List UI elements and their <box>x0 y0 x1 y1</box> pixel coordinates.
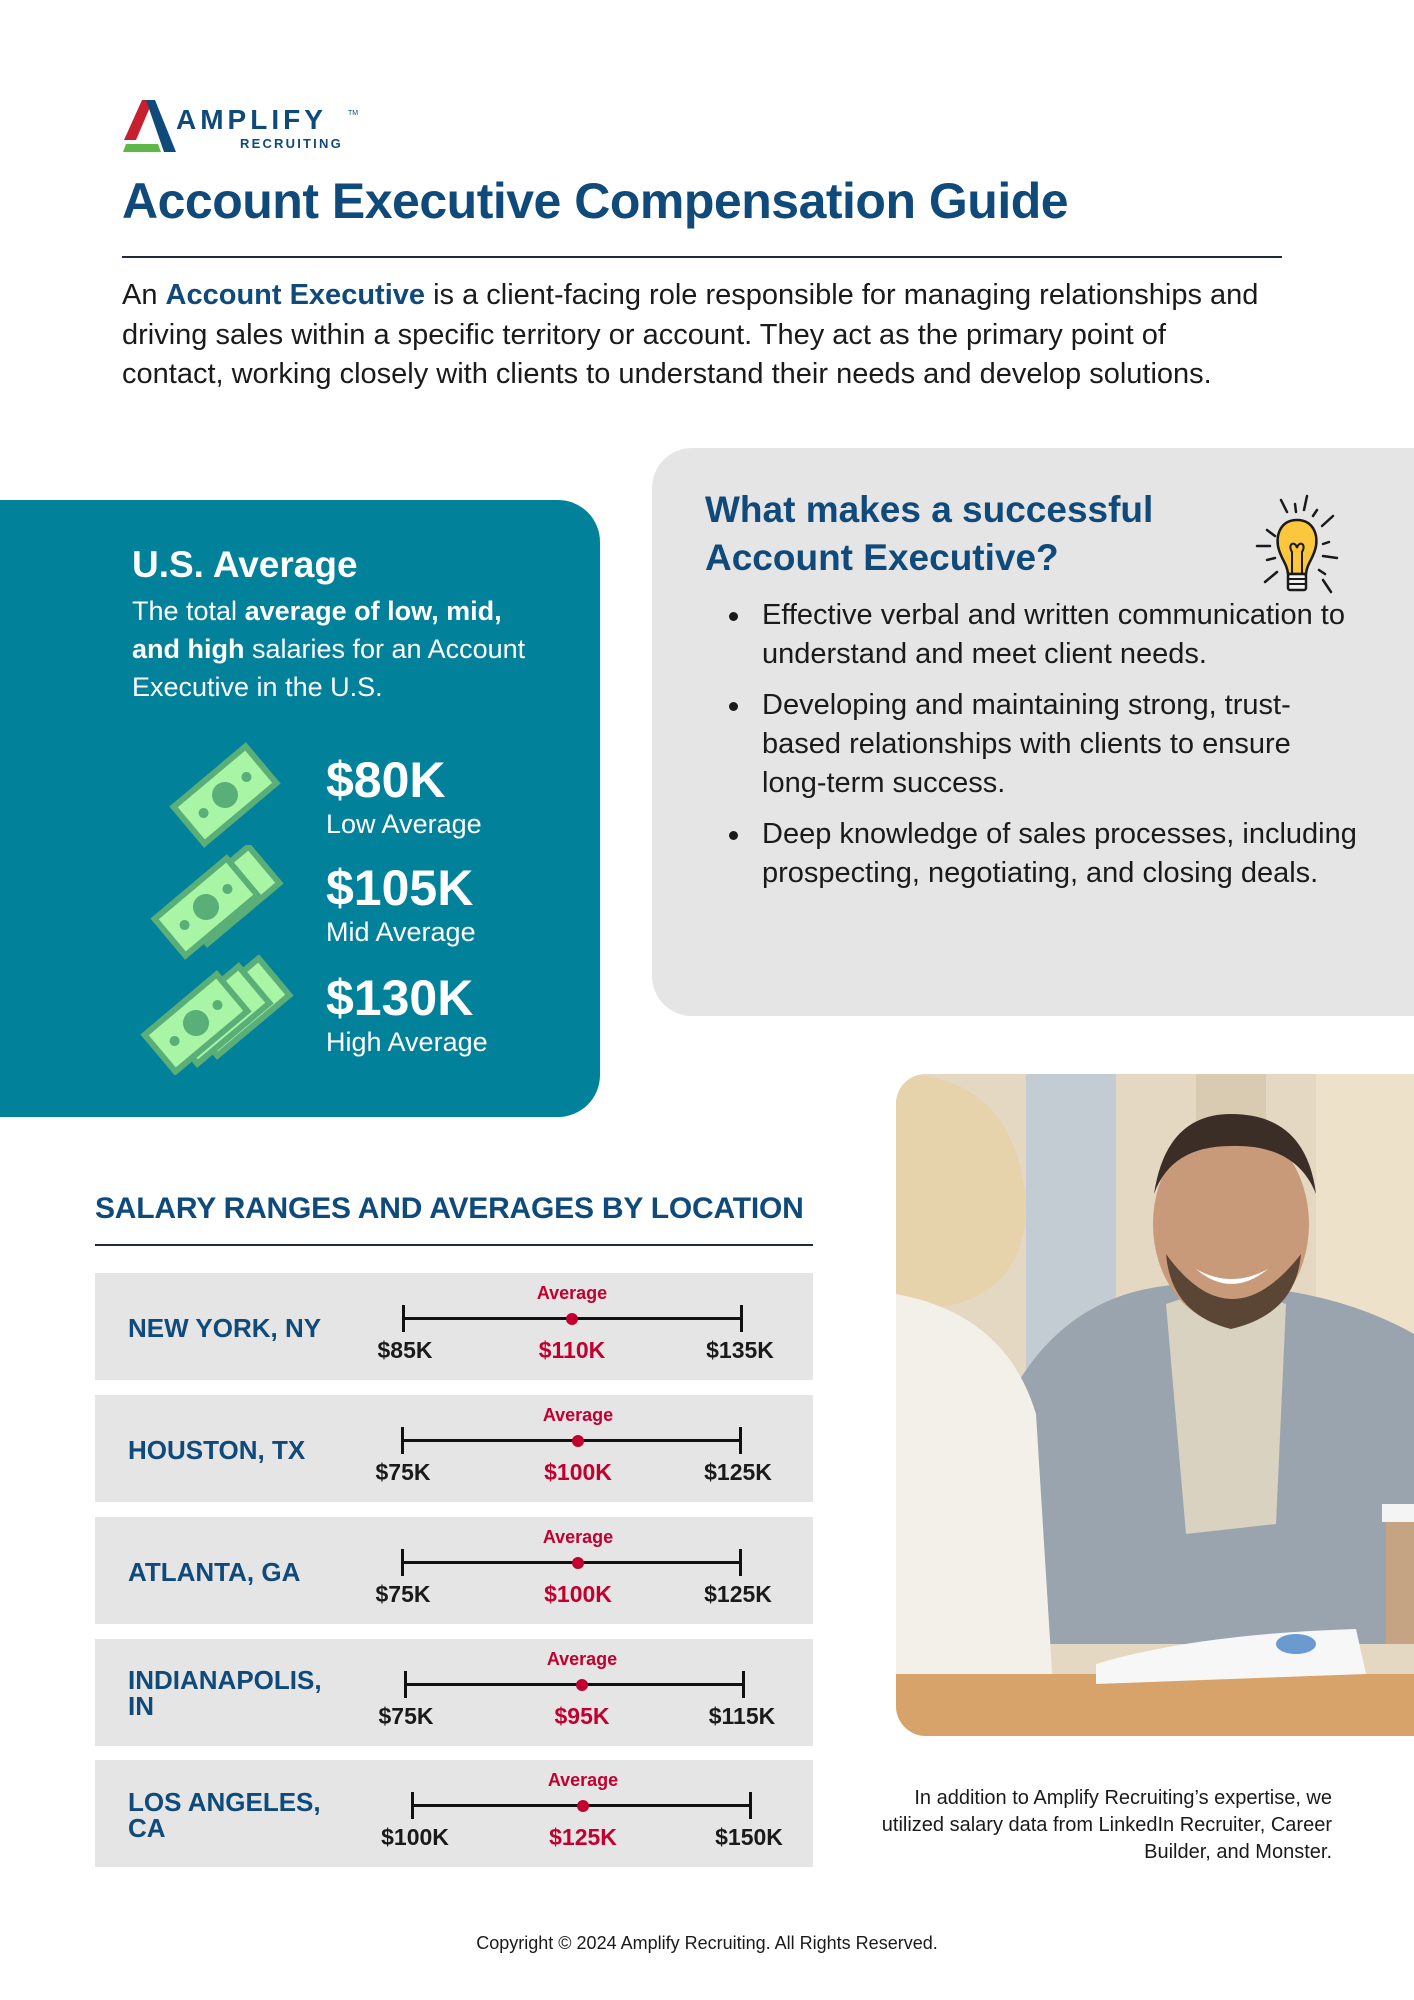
double-bill-icon <box>138 845 288 960</box>
low-value: $75K <box>375 1459 431 1485</box>
copyright-footer: Copyright © 2024 Amplify Recruiting. All Rights Reserved. <box>476 1933 938 1953</box>
range-high-cap <box>749 1792 752 1819</box>
us-average-title: U.S. Average <box>132 544 358 585</box>
salary-section-title: SALARY RANGES AND AVERAGES BY LOCATION <box>95 1192 804 1225</box>
stat-mid-value: $105K <box>326 860 474 916</box>
salary-range-bar <box>95 1395 813 1502</box>
high-value: $135K <box>706 1337 774 1363</box>
location-name: INDIANAPOLIS, IN <box>128 1665 322 1721</box>
average-marker <box>572 1557 584 1569</box>
us-average-panel <box>0 500 600 1117</box>
average-label: Average <box>542 1405 614 1425</box>
range-low-cap <box>401 1427 404 1454</box>
success-bullet: Developing and maintaining strong, trust-based relationships with clients to ensure long-term success. <box>720 686 1360 803</box>
range-high-cap <box>742 1671 745 1698</box>
salary-range-bar <box>95 1517 813 1624</box>
range-low-cap <box>402 1305 405 1332</box>
amplify-triangle-icon <box>122 98 178 154</box>
stat-low-label: Low Average <box>326 809 482 839</box>
average-value: $125K <box>549 1824 617 1850</box>
intro-body: is a client-facing role responsible for managing relationships and driving sales within a specific territory or account. They act as the primary point of contact, working closely with clients to understand their needs and develop solutions. <box>122 279 1259 390</box>
location-row-new-york <box>95 1273 813 1380</box>
average-value: $110K <box>538 1337 606 1363</box>
low-value: $85K <box>377 1337 433 1363</box>
range-low-cap <box>401 1549 404 1576</box>
average-value: $100K <box>544 1459 612 1485</box>
success-traits-panel <box>652 448 1414 1016</box>
average-label: Average <box>542 1527 614 1547</box>
single-bill-icon <box>160 740 290 850</box>
title-divider <box>122 256 1282 258</box>
us-average-description <box>132 592 552 706</box>
amplify-logo <box>122 96 362 156</box>
low-value: $100K <box>381 1824 449 1850</box>
location-name: NEW YORK, NY <box>128 1313 322 1343</box>
average-value: $100K <box>544 1581 612 1607</box>
success-bullet-list <box>720 596 1360 905</box>
success-title: What makes a successful Account Executive? <box>705 489 1154 578</box>
location-row-indianapolis <box>95 1639 813 1746</box>
location-name: HOUSTON, TX <box>128 1435 306 1465</box>
range-high-cap <box>739 1549 742 1576</box>
location-row-los-angeles <box>95 1760 813 1867</box>
average-label: Average <box>546 1649 618 1669</box>
desc-suffix: salaries for an Account Executive in the U.S. <box>132 634 526 702</box>
location-row-houston <box>95 1395 813 1502</box>
high-value: $115K <box>708 1703 776 1729</box>
average-label: Average <box>536 1283 608 1303</box>
source-note: In addition to Amplify Recruiting’s expertise, we utilized salary data from LinkedIn Recruiter, Career Builder, and Monster. <box>881 1787 1332 1863</box>
location-name: LOS ANGELES, CA <box>128 1787 321 1843</box>
location-name: ATLANTA, GA <box>128 1557 301 1587</box>
average-value: $95K <box>554 1703 610 1729</box>
high-value: $125K <box>704 1581 772 1607</box>
low-value: $75K <box>375 1581 431 1607</box>
high-value: $150K <box>715 1824 783 1850</box>
high-value: $125K <box>704 1459 772 1485</box>
average-marker <box>576 1679 588 1691</box>
photo-illustration <box>896 1074 1414 1736</box>
success-bullet: Deep knowledge of sales processes, including prospecting, negotiating, and closing deals. <box>720 815 1360 893</box>
stock-photo <box>896 1074 1414 1736</box>
intro-paragraph <box>122 276 1272 395</box>
salary-range-bar <box>95 1639 813 1746</box>
intro-highlight: Account Executive <box>165 279 426 311</box>
stat-low-value: $80K <box>326 752 446 808</box>
stat-high <box>326 970 488 1058</box>
range-low-cap <box>404 1671 407 1698</box>
stat-mid <box>326 860 476 948</box>
stat-high-value: $130K <box>326 970 474 1026</box>
stat-mid-label: Mid Average <box>326 917 476 947</box>
stat-low <box>326 752 482 840</box>
average-label: Average <box>547 1770 619 1790</box>
average-marker <box>566 1313 578 1325</box>
salary-range-bar <box>95 1273 813 1380</box>
desc-prefix: The total <box>132 596 245 626</box>
page-title: Account Executive Compensation Guide <box>122 173 1069 229</box>
range-high-cap <box>739 1427 742 1454</box>
range-low-cap <box>411 1792 414 1819</box>
range-high-cap <box>740 1305 743 1332</box>
average-marker <box>572 1435 584 1447</box>
low-value: $75K <box>378 1703 434 1729</box>
triple-bill-icon <box>130 955 300 1075</box>
lightbulb-icon <box>1237 490 1357 610</box>
average-marker <box>577 1800 589 1812</box>
intro-prefix: An <box>122 279 166 311</box>
stat-high-label: High Average <box>326 1027 488 1057</box>
logo-subtitle: RECRUITING <box>240 136 343 151</box>
location-row-atlanta <box>95 1517 813 1624</box>
success-bullet: Effective verbal and written communication to understand and meet client needs. <box>720 596 1360 674</box>
logo-trademark: TM <box>348 110 359 117</box>
desc-bold: average of low, mid, and high <box>132 596 502 664</box>
salary-range-bar <box>95 1760 813 1867</box>
salary-divider <box>95 1244 813 1246</box>
logo-wordmark: AMPLIFY <box>176 104 327 135</box>
range-line <box>405 1683 745 1686</box>
